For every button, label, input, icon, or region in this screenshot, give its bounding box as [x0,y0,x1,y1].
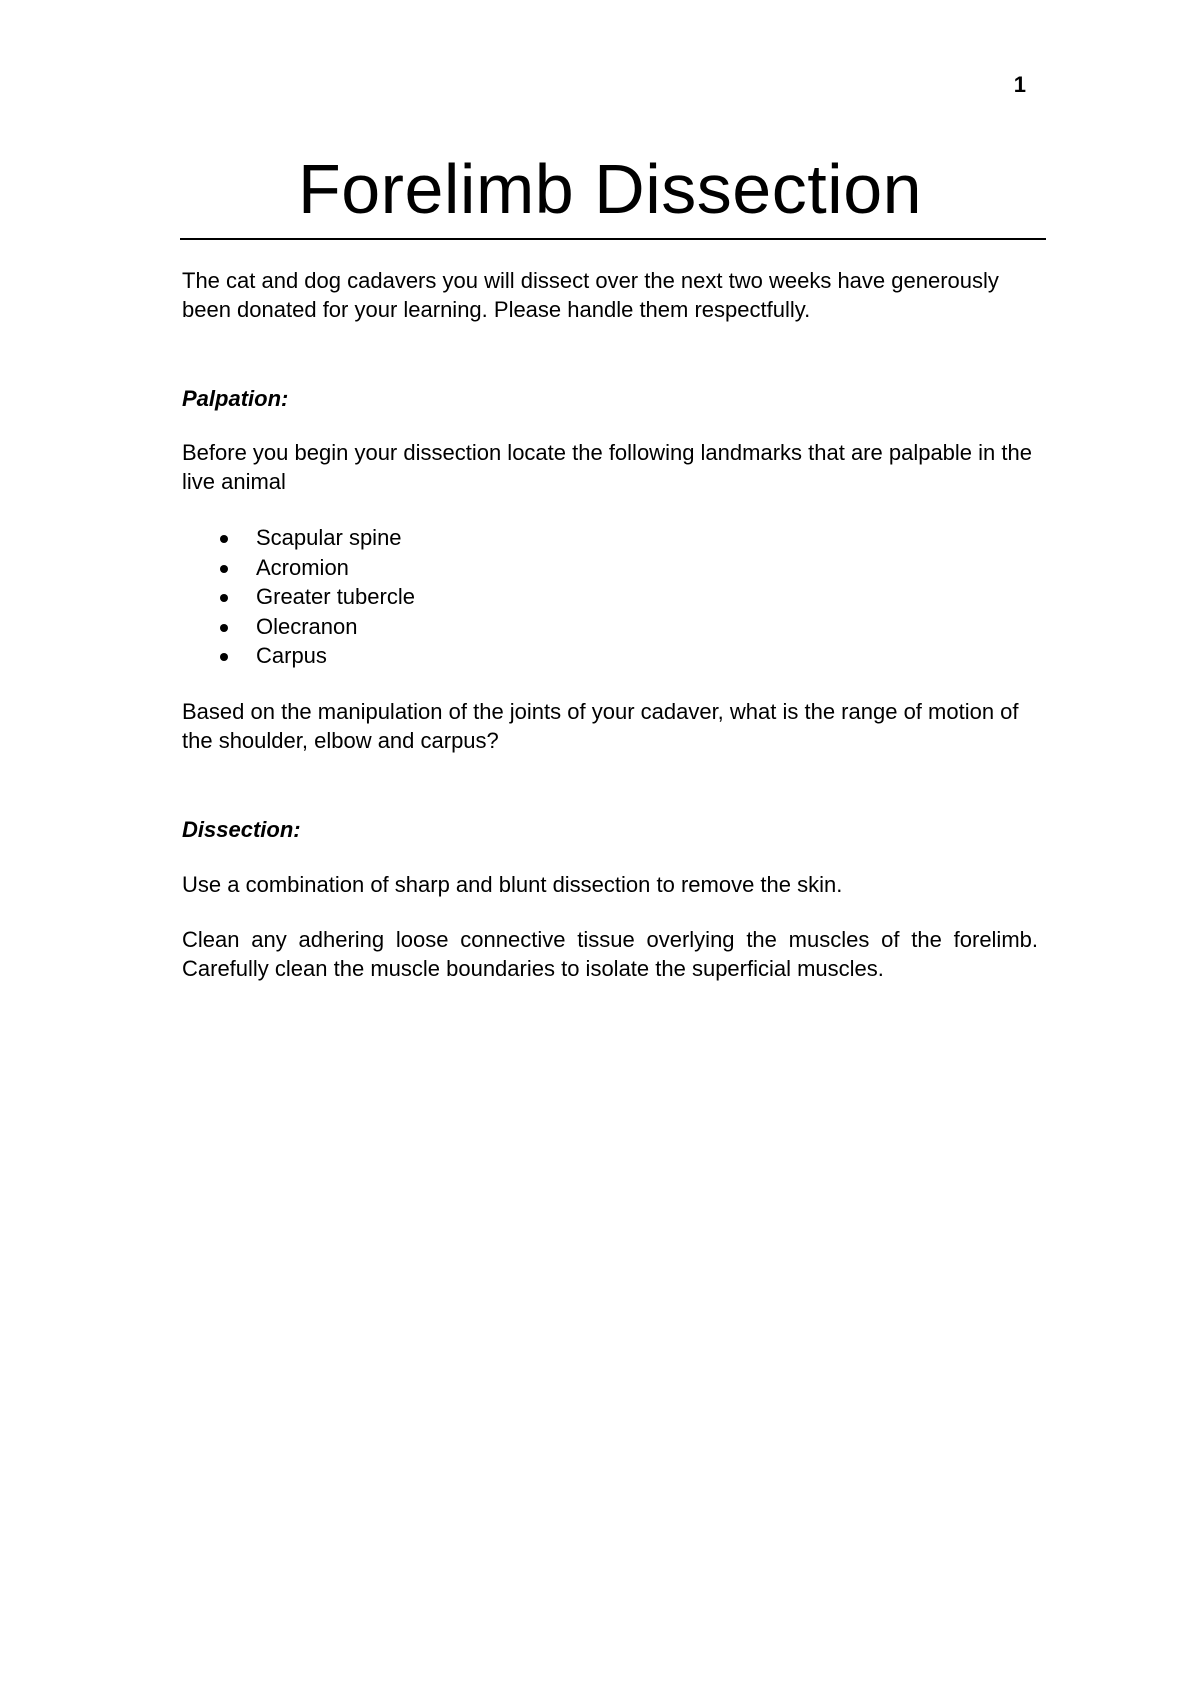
dissection-paragraph-2: Clean any adhering loose connective tissue overlying the muscles of the forelimb. Carefully clean the muscle boundaries to isolate the superficial muscles. [182,926,1038,981]
list-item-label: Acromion [256,554,349,580]
range-of-motion-question: Based on the manipulation of the joints of your cadaver, what is the range of motion of the shoulder, elbow and carpus? [182,698,1019,753]
list-item-label: Olecranon [256,613,358,639]
list-item-label: Scapular spine [256,525,402,550]
palpation-paragraph: Before you begin your dissection locate the following landmarks that are palpable in the live animal [182,440,1032,494]
palpation-heading: Palpation: [182,386,289,411]
list-item-label: Greater tubercle [256,584,415,609]
list-item [182,612,1038,642]
list-item-label: Carpus [256,643,327,668]
title-underline [180,238,1046,240]
bullet-icon [220,653,228,661]
bullet-icon [220,594,228,602]
list-item [182,553,1038,583]
intro-paragraph: The cat and dog cadavers you will dissect over the next two weeks have generously been donated for your learning. Please handle them respectfully. [182,268,999,322]
page-content [182,148,1038,983]
list-item [182,582,1038,612]
list-item [182,641,1038,671]
bullet-icon [220,565,228,573]
bullet-icon [220,624,228,632]
list-item [182,523,1038,553]
bullet-icon [220,535,228,543]
landmark-list [182,523,1038,671]
dissection-heading: Dissection: [182,816,301,842]
page-title: Forelimb Dissection [297,150,923,228]
page-number: 1 [1013,72,1026,97]
dissection-paragraph-1: Use a combination of sharp and blunt dissection to remove the skin. [182,871,843,897]
